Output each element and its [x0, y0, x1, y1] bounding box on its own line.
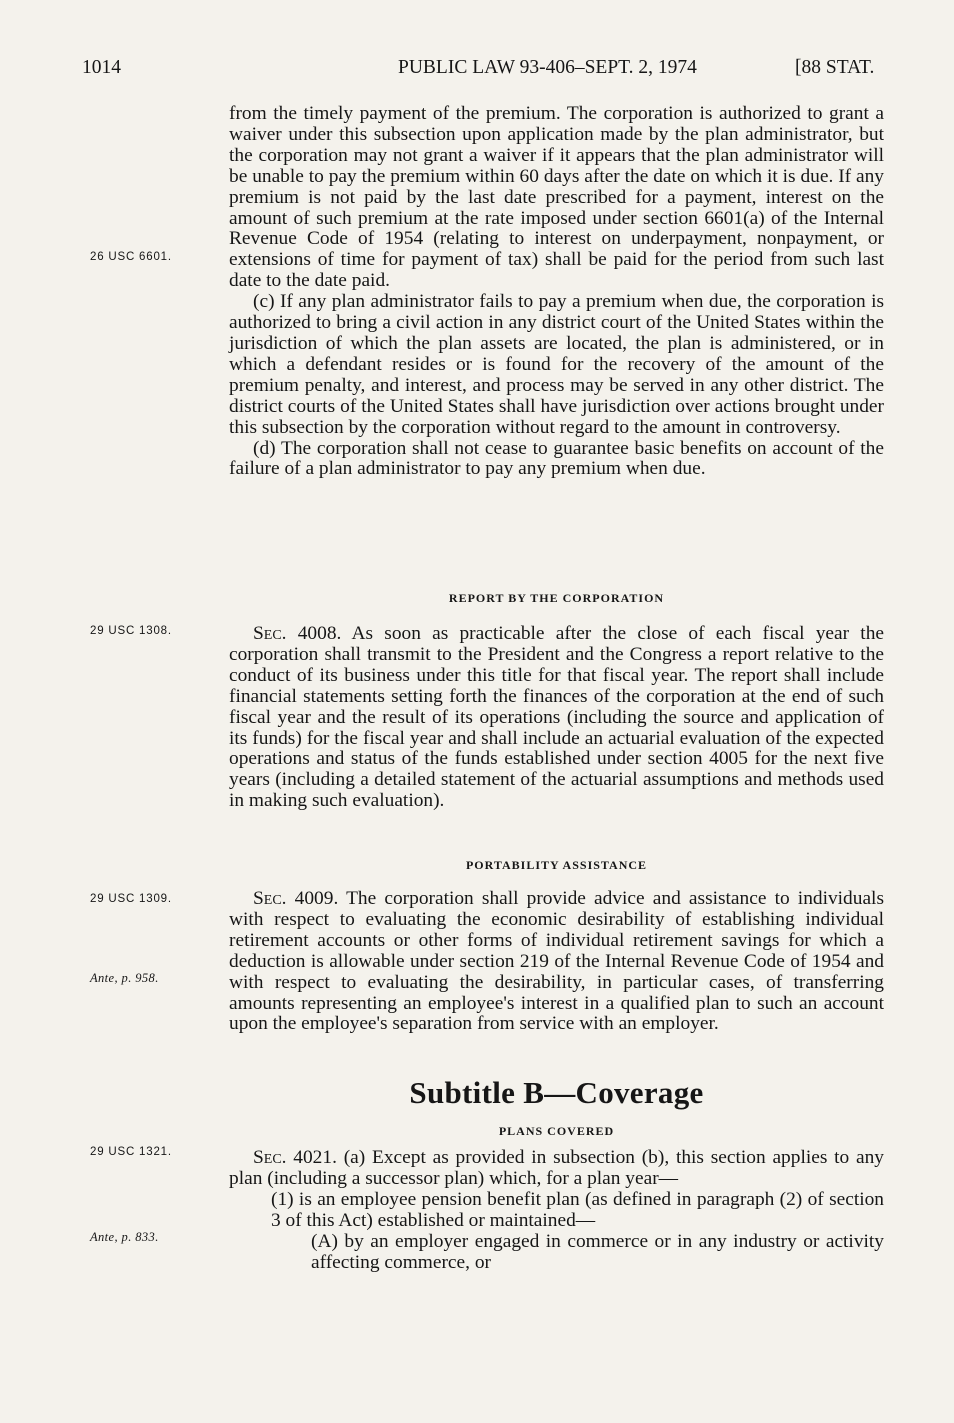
paragraph-premium-waiver: from the timely payment of the premium. The corporation is authorized to grant a waiver under this subsection upon application made by the plan administrator, but the corporation may not grant a waiver if it appears that the plan administrator will be unable to pay the premium within 60 days after the date on which it is due. If any premium is not paid by the last date prescribed for a payment, interest on the amount of such premium at the rate imposed under section 6601(a) of the Internal Revenue Code of 1954 (relating to interest on underpayment, nonpayment, or extensions of time for payment of tax) shall be paid for the period from such last date to the date paid.	[229, 103, 884, 292]
section-4009-label: Sec. 4009.	[253, 888, 339, 909]
section-4009-paragraph	[229, 889, 884, 1035]
heading-plans-covered: PLANS COVERED	[498, 1124, 615, 1138]
subtitle-b-coverage: Subtitle B—Coverage	[409, 1075, 704, 1110]
running-title: PUBLIC LAW 93-406–SEPT. 2, 1974	[398, 57, 697, 78]
heading-report-by-corporation: REPORT BY THE CORPORATION	[448, 591, 665, 605]
section-4021-label: Sec. 4021.	[253, 1147, 337, 1168]
paragraph-c-civil-action: (c) If any plan administrator fails to pay a premium when due, the corporation is authorized to bring a civil action in any district court of the United States within the jurisdiction of which the plan assets are located, the plan is administered, or in which a defendant resides or is found for the recovery of the amount of the premium penalty, and interest, and process may be served in any other district. The district courts of the United States shall have jurisdiction over actions brought under this subsection by the corporation without regard to the amount in controversy.	[229, 291, 884, 438]
margin-note-ante-958: Ante, p. 958.	[90, 971, 159, 985]
section-4008-label: Sec. 4008.	[253, 623, 342, 644]
page-number: 1014	[82, 57, 121, 78]
section-4008	[229, 624, 884, 812]
margin-note-29-usc-1309: 29 USC 1309.	[90, 893, 172, 905]
section-4008-paragraph	[229, 624, 884, 812]
section-4009	[229, 889, 884, 1035]
section-4008-text: As soon as practicable after the close of each fiscal year the corporation shall transmit to the President and the Congress a report relative to the conduct of its business under this title for that fiscal year. The report shall include financial statements setting forth the finances of the corporation at the end of such fiscal year and the result of its operations (including the source and application of its funds) for the fiscal year and shall include an actuarial evaluation of the expected operations and status of the funds established under section 4005 for the next five years (including a detailed statement of the actuarial assumptions and methods used in making such evaluation).	[229, 623, 884, 812]
continued-text-block	[229, 104, 884, 480]
margin-note-26-usc-6601: 26 USC 6601.	[90, 251, 172, 263]
section-4021-text: (a) Except as provided in subsection (b), this section applies to any plan (including a successor plan) which, for a plan year—	[229, 1147, 884, 1189]
section-4021-item-a: (A) by an employer engaged in commerce or in any industry or activity affecting commerce, or	[311, 1230, 884, 1273]
section-4021	[229, 1148, 884, 1273]
section-4009-text: The corporation shall provide advice and assistance to individuals with respect to evaluating the economic desirability of establishing individual retirement accounts or other forms of individual retirement savings for which a deduction is allowable under section 219 of the Internal Revenue Code of 1954 and with respect to evaluating the desirability, in particular cases, of transferring amounts representing an employee's interest in a qualified plan to such an account upon the employee's separation from service with an employer.	[229, 888, 884, 1035]
section-4021-item-1: (1) is an employee pension benefit plan (as defined in paragraph (2) of section 3 of this Act) established or maintained—	[271, 1188, 884, 1231]
paragraph-d-guarantee: (d) The corporation shall not cease to guarantee basic benefits on account of the failure of a plan administrator to pay any premium when due.	[229, 437, 884, 480]
heading-portability-assistance: PORTABILITY ASSISTANCE	[465, 858, 648, 872]
margin-note-ante-833: Ante, p. 833.	[90, 1230, 159, 1244]
margin-note-29-usc-1308: 29 USC 1308.	[90, 625, 172, 637]
statute-reference: [88 STAT.	[795, 57, 875, 78]
section-4021-paragraph	[229, 1148, 884, 1190]
margin-note-29-usc-1321: 29 USC 1321.	[90, 1146, 172, 1158]
